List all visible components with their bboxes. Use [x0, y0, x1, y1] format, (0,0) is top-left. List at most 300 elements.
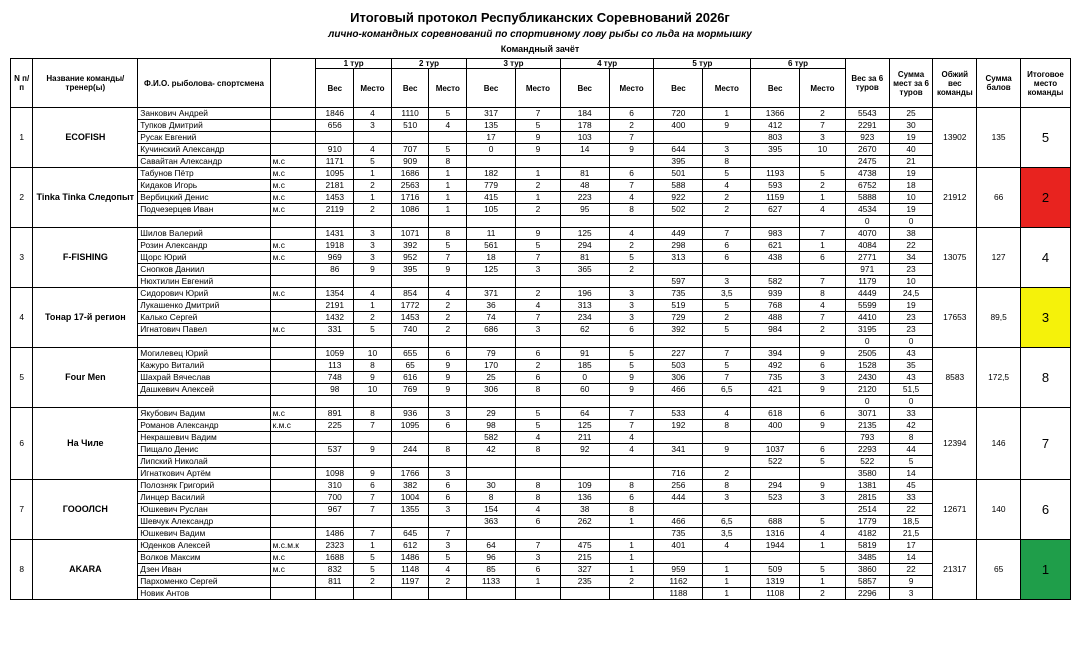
member-sum-places: 9	[889, 576, 933, 588]
tour-weight: 854	[391, 288, 429, 300]
tour-weight	[654, 396, 703, 408]
tour-place: 6,5	[703, 516, 751, 528]
member-total-weight: 2771	[845, 252, 889, 264]
tour-place	[703, 456, 751, 468]
tour-weight: 394	[751, 348, 800, 360]
header-fio: Ф.И.О. рыболова- спортсмена	[138, 59, 270, 108]
tour-weight: 103	[560, 132, 609, 144]
tour-place: 1	[703, 576, 751, 588]
tour-place: 2	[800, 180, 846, 192]
tour-place: 7	[609, 420, 654, 432]
tour-weight: 984	[751, 324, 800, 336]
member-row	[11, 492, 1071, 504]
tour-weight	[467, 588, 516, 600]
member-sum-places: 22	[889, 240, 933, 252]
tour-place	[429, 516, 467, 528]
tour-weight	[654, 132, 703, 144]
tour-weight: 1098	[316, 468, 354, 480]
member-sum-places: 14	[889, 552, 933, 564]
member-fio: Занкович Андрей	[138, 108, 270, 120]
header-total-weight: Вес за 6 туров	[845, 59, 889, 108]
member-rank	[270, 312, 316, 324]
tour-weight: 644	[654, 144, 703, 156]
tour-place: 1	[703, 564, 751, 576]
tour-weight: 729	[654, 312, 703, 324]
tour-weight: 64	[560, 408, 609, 420]
member-row	[11, 504, 1071, 516]
tour-weight: 1766	[391, 468, 429, 480]
tour-place	[354, 216, 392, 228]
tour-place: 9	[800, 384, 846, 396]
member-total-weight: 3580	[845, 468, 889, 480]
member-rank	[270, 456, 316, 468]
tour-place: 3	[800, 492, 846, 504]
header-ves: Вес	[560, 69, 609, 108]
protocol-title: Итоговый протокол Республиканских Соревнований 2026г	[350, 10, 730, 25]
tour-weight: 936	[391, 408, 429, 420]
tour-weight	[751, 216, 800, 228]
tour-weight: 211	[560, 432, 609, 444]
tour-weight: 688	[751, 516, 800, 528]
tour-place: 8	[609, 480, 654, 492]
tour-place: 7	[609, 132, 654, 144]
member-sum-places: 24,5	[889, 288, 933, 300]
tour-place	[800, 264, 846, 276]
tour-weight	[467, 456, 516, 468]
member-row	[11, 324, 1071, 336]
member-total-weight: 3195	[845, 324, 889, 336]
member-total-weight: 1381	[845, 480, 889, 492]
tour-place: 1	[429, 168, 467, 180]
tour-place: 5	[609, 348, 654, 360]
member-total-weight: 5857	[845, 576, 889, 588]
tour-place: 5	[703, 324, 751, 336]
tour-place	[800, 468, 846, 480]
tour-weight	[316, 432, 354, 444]
member-sum-places: 23	[889, 312, 933, 324]
tour-weight: 341	[654, 444, 703, 456]
tour-weight: 1095	[391, 420, 429, 432]
team-name: ECOFISH	[33, 108, 138, 168]
tour-weight: 421	[751, 384, 800, 396]
member-total-weight: 4534	[845, 204, 889, 216]
tour-place: 1	[429, 204, 467, 216]
tour-place: 6	[429, 348, 467, 360]
member-row	[11, 168, 1071, 180]
tour-place: 7	[516, 312, 561, 324]
tour-place: 9	[800, 480, 846, 492]
header-ves: Вес	[751, 69, 800, 108]
member-sum-places: 34	[889, 252, 933, 264]
tour-weight: 735	[654, 288, 703, 300]
tour-place: 5	[516, 420, 561, 432]
tour-weight: 2563	[391, 180, 429, 192]
tour-place: 6	[609, 492, 654, 504]
member-total-weight: 5543	[845, 108, 889, 120]
tour-place: 7	[429, 528, 467, 540]
tour-place: 2	[429, 300, 467, 312]
tour-weight	[654, 216, 703, 228]
tour-weight	[316, 276, 354, 288]
tour-weight: 256	[654, 480, 703, 492]
tour-place: 1	[354, 168, 392, 180]
member-row	[11, 420, 1071, 432]
tour-place	[703, 504, 751, 516]
member-sum-places: 43	[889, 348, 933, 360]
tour-weight: 811	[316, 576, 354, 588]
tour-place: 3	[609, 300, 654, 312]
tour-place: 6,5	[703, 384, 751, 396]
tour-weight: 1110	[391, 108, 429, 120]
tour-place	[429, 132, 467, 144]
team-name: F-FISHING	[33, 228, 138, 288]
member-row	[11, 156, 1071, 168]
tour-weight: 740	[391, 324, 429, 336]
header-tour-5: 5 тур	[654, 59, 751, 69]
team-name: Four Men	[33, 348, 138, 408]
member-total-weight: 4182	[845, 528, 889, 540]
tour-place: 3	[354, 240, 392, 252]
tour-weight: 582	[467, 432, 516, 444]
header-team: Название команды/ тренер(ы)	[33, 59, 138, 108]
tour-place: 4	[703, 180, 751, 192]
tour-place: 5	[516, 408, 561, 420]
tour-weight: 1686	[391, 168, 429, 180]
team-number: 8	[11, 540, 33, 600]
tour-weight	[391, 456, 429, 468]
tour-weight: 444	[654, 492, 703, 504]
member-total-weight: 2514	[845, 504, 889, 516]
tour-weight: 96	[467, 552, 516, 564]
member-rank	[270, 576, 316, 588]
tour-weight: 313	[560, 300, 609, 312]
member-rank	[270, 264, 316, 276]
tour-place: 2	[703, 204, 751, 216]
tour-place: 7	[429, 252, 467, 264]
team-name: ГОООЛСН	[33, 480, 138, 540]
tour-weight: 1171	[316, 156, 354, 168]
tour-place	[354, 588, 392, 600]
member-sum-places: 45	[889, 480, 933, 492]
tour-weight: 523	[751, 492, 800, 504]
member-fio: Пищало Денис	[138, 444, 270, 456]
tour-weight: 449	[654, 228, 703, 240]
tour-weight	[316, 516, 354, 528]
member-rank: м.с	[270, 552, 316, 564]
tour-place: 1	[800, 192, 846, 204]
tour-place	[609, 276, 654, 288]
member-rank: м.с	[270, 168, 316, 180]
tour-weight	[391, 216, 429, 228]
member-sum-places: 3	[889, 588, 933, 600]
tour-weight: 1316	[751, 528, 800, 540]
header-row-tours	[11, 59, 1071, 69]
member-fio: Шахрай Вячеслав	[138, 372, 270, 384]
tour-weight: 522	[751, 456, 800, 468]
tour-place: 8	[516, 480, 561, 492]
tour-place: 2	[429, 312, 467, 324]
member-fio: Липский Николай	[138, 456, 270, 468]
tour-weight: 612	[391, 540, 429, 552]
tour-weight: 1432	[316, 312, 354, 324]
tour-weight: 235	[560, 576, 609, 588]
tour-weight: 306	[467, 384, 516, 396]
tour-weight: 627	[751, 204, 800, 216]
tour-weight: 1086	[391, 204, 429, 216]
tour-place: 4	[429, 120, 467, 132]
member-row	[11, 408, 1071, 420]
member-rank: м.с	[270, 204, 316, 216]
team-number: 5	[11, 348, 33, 408]
tour-weight: 294	[751, 480, 800, 492]
team-number: 7	[11, 480, 33, 540]
member-total-weight: 793	[845, 432, 889, 444]
tour-place	[703, 432, 751, 444]
tour-place: 8	[516, 492, 561, 504]
tour-place: 9	[703, 444, 751, 456]
tour-weight: 735	[654, 528, 703, 540]
tour-weight: 891	[316, 408, 354, 420]
member-total-weight: 4070	[845, 228, 889, 240]
member-fio: Вербицкий Денис	[138, 192, 270, 204]
tour-weight: 298	[654, 240, 703, 252]
tour-weight	[467, 468, 516, 480]
header-tour-1: 1 тур	[316, 59, 391, 69]
tour-place	[609, 336, 654, 348]
tour-place: 9	[516, 228, 561, 240]
member-total-weight: 2475	[845, 156, 889, 168]
tour-place	[354, 516, 392, 528]
member-sum-places: 33	[889, 408, 933, 420]
tour-place: 3	[703, 492, 751, 504]
member-rank	[270, 228, 316, 240]
member-total-weight: 971	[845, 264, 889, 276]
tour-weight: 686	[467, 324, 516, 336]
header-team-weight: Обжий вес команды	[933, 59, 977, 108]
member-fio: Юшкевич Вадим	[138, 528, 270, 540]
tour-place: 5	[354, 324, 392, 336]
tour-place	[703, 216, 751, 228]
tour-weight: 79	[467, 348, 516, 360]
member-row	[11, 336, 1071, 348]
tour-weight	[391, 432, 429, 444]
tour-weight: 91	[560, 348, 609, 360]
tour-place: 8	[609, 504, 654, 516]
tour-weight	[560, 276, 609, 288]
tour-weight	[751, 432, 800, 444]
tour-place	[800, 504, 846, 516]
header-final-place: Итоговое место команды	[1021, 59, 1071, 108]
tour-weight: 2191	[316, 300, 354, 312]
tour-place	[516, 336, 561, 348]
tour-place: 9	[429, 384, 467, 396]
tour-weight: 36	[467, 300, 516, 312]
tour-weight: 1037	[751, 444, 800, 456]
tour-place: 2	[609, 240, 654, 252]
member-sum-places: 40	[889, 144, 933, 156]
tour-weight	[560, 396, 609, 408]
header-ves: Вес	[391, 69, 429, 108]
member-row	[11, 240, 1071, 252]
tour-weight: 1133	[467, 576, 516, 588]
tour-place: 6	[429, 420, 467, 432]
tour-weight: 1486	[391, 552, 429, 564]
tour-weight: 401	[654, 540, 703, 552]
tour-weight: 331	[316, 324, 354, 336]
member-fio: Тупков Дмитрий	[138, 120, 270, 132]
tour-weight: 537	[316, 444, 354, 456]
tour-place	[609, 216, 654, 228]
member-total-weight: 2505	[845, 348, 889, 360]
tour-place	[516, 276, 561, 288]
tour-place: 1	[703, 588, 751, 600]
tour-weight	[467, 276, 516, 288]
tour-weight: 392	[654, 324, 703, 336]
team-points: 140	[977, 480, 1021, 540]
tour-weight: 154	[467, 504, 516, 516]
tour-place: 3,5	[703, 288, 751, 300]
tour-place: 2	[354, 576, 392, 588]
tour-weight: 509	[751, 564, 800, 576]
tour-place: 6	[516, 372, 561, 384]
tour-place: 3,5	[703, 528, 751, 540]
member-fio: Игнаткович Артём	[138, 468, 270, 480]
tour-place: 4	[516, 504, 561, 516]
tour-place: 3	[354, 228, 392, 240]
table-header	[11, 59, 1071, 108]
tour-weight: 294	[560, 240, 609, 252]
tour-weight	[751, 336, 800, 348]
team-weight: 12671	[933, 480, 977, 540]
member-rank	[270, 144, 316, 156]
member-sum-places: 18,5	[889, 516, 933, 528]
tour-place: 9	[354, 468, 392, 480]
tour-place: 5	[800, 564, 846, 576]
tour-place: 9	[609, 144, 654, 156]
member-rank	[270, 216, 316, 228]
tour-weight: 225	[316, 420, 354, 432]
member-row	[11, 204, 1071, 216]
member-sum-places: 23	[889, 324, 933, 336]
tour-weight: 939	[751, 288, 800, 300]
tour-place: 3	[609, 288, 654, 300]
member-rank	[270, 492, 316, 504]
tour-weight	[316, 456, 354, 468]
tour-weight: 748	[316, 372, 354, 384]
header-tour-6: 6 тур	[751, 59, 846, 69]
tour-weight	[654, 336, 703, 348]
tour-place: 5	[609, 360, 654, 372]
tour-place: 9	[429, 360, 467, 372]
tour-place: 7	[516, 252, 561, 264]
tour-weight	[316, 132, 354, 144]
tour-weight: 86	[316, 264, 354, 276]
tour-weight: 81	[560, 168, 609, 180]
tour-weight: 95	[560, 204, 609, 216]
member-row	[11, 180, 1071, 192]
tour-weight: 1453	[316, 192, 354, 204]
header-mesto: Место	[429, 69, 467, 108]
member-row	[11, 228, 1071, 240]
tour-weight	[391, 516, 429, 528]
tour-weight: 11	[467, 228, 516, 240]
tour-place: 6	[609, 168, 654, 180]
tour-weight: 1004	[391, 492, 429, 504]
tour-weight: 400	[751, 420, 800, 432]
tour-place: 7	[516, 108, 561, 120]
tour-place	[703, 132, 751, 144]
member-row	[11, 576, 1071, 588]
member-fio: Полозняк Григорий	[138, 480, 270, 492]
member-row	[11, 288, 1071, 300]
tour-place: 7	[354, 504, 392, 516]
tour-place: 9	[429, 264, 467, 276]
member-row	[11, 528, 1071, 540]
tour-place: 3	[429, 504, 467, 516]
tour-place: 4	[800, 204, 846, 216]
tour-place	[429, 456, 467, 468]
member-total-weight: 2293	[845, 444, 889, 456]
tour-weight: 475	[560, 540, 609, 552]
member-fio: Игнатович Павел	[138, 324, 270, 336]
member-fio: Снопков Даниил	[138, 264, 270, 276]
member-rank	[270, 336, 316, 348]
member-rank: м.с	[270, 192, 316, 204]
tour-place: 3	[429, 468, 467, 480]
member-sum-places: 10	[889, 276, 933, 288]
member-rank	[270, 360, 316, 372]
tour-weight: 395	[654, 156, 703, 168]
member-row	[11, 300, 1071, 312]
tour-place: 2	[703, 312, 751, 324]
tour-weight: 1197	[391, 576, 429, 588]
tour-weight: 400	[654, 120, 703, 132]
tour-weight: 310	[316, 480, 354, 492]
tour-weight	[391, 588, 429, 600]
tour-place	[429, 336, 467, 348]
member-rank	[270, 120, 316, 132]
member-rank	[270, 432, 316, 444]
tour-weight: 0	[560, 372, 609, 384]
member-sum-places: 18	[889, 180, 933, 192]
member-fio: Романов Александр	[138, 420, 270, 432]
tour-weight: 969	[316, 252, 354, 264]
tour-weight: 317	[467, 108, 516, 120]
member-rank: м.с	[270, 240, 316, 252]
tour-weight: 125	[560, 228, 609, 240]
tour-weight	[316, 336, 354, 348]
member-sum-places: 22	[889, 504, 933, 516]
team-points: 135	[977, 108, 1021, 168]
tour-place: 4	[354, 144, 392, 156]
tour-weight: 262	[560, 516, 609, 528]
tour-place: 9	[516, 144, 561, 156]
tour-weight: 30	[467, 480, 516, 492]
tour-place: 6	[354, 480, 392, 492]
tour-place	[703, 336, 751, 348]
team-final-place: 7	[1021, 408, 1071, 480]
tour-weight: 18	[467, 252, 516, 264]
member-rank	[270, 132, 316, 144]
tour-place: 4	[800, 528, 846, 540]
tour-place: 3	[703, 276, 751, 288]
tour-weight	[654, 456, 703, 468]
tour-weight: 655	[391, 348, 429, 360]
tour-place: 8	[800, 288, 846, 300]
tour-weight: 135	[467, 120, 516, 132]
tour-weight: 223	[560, 192, 609, 204]
team-final-place: 4	[1021, 228, 1071, 288]
